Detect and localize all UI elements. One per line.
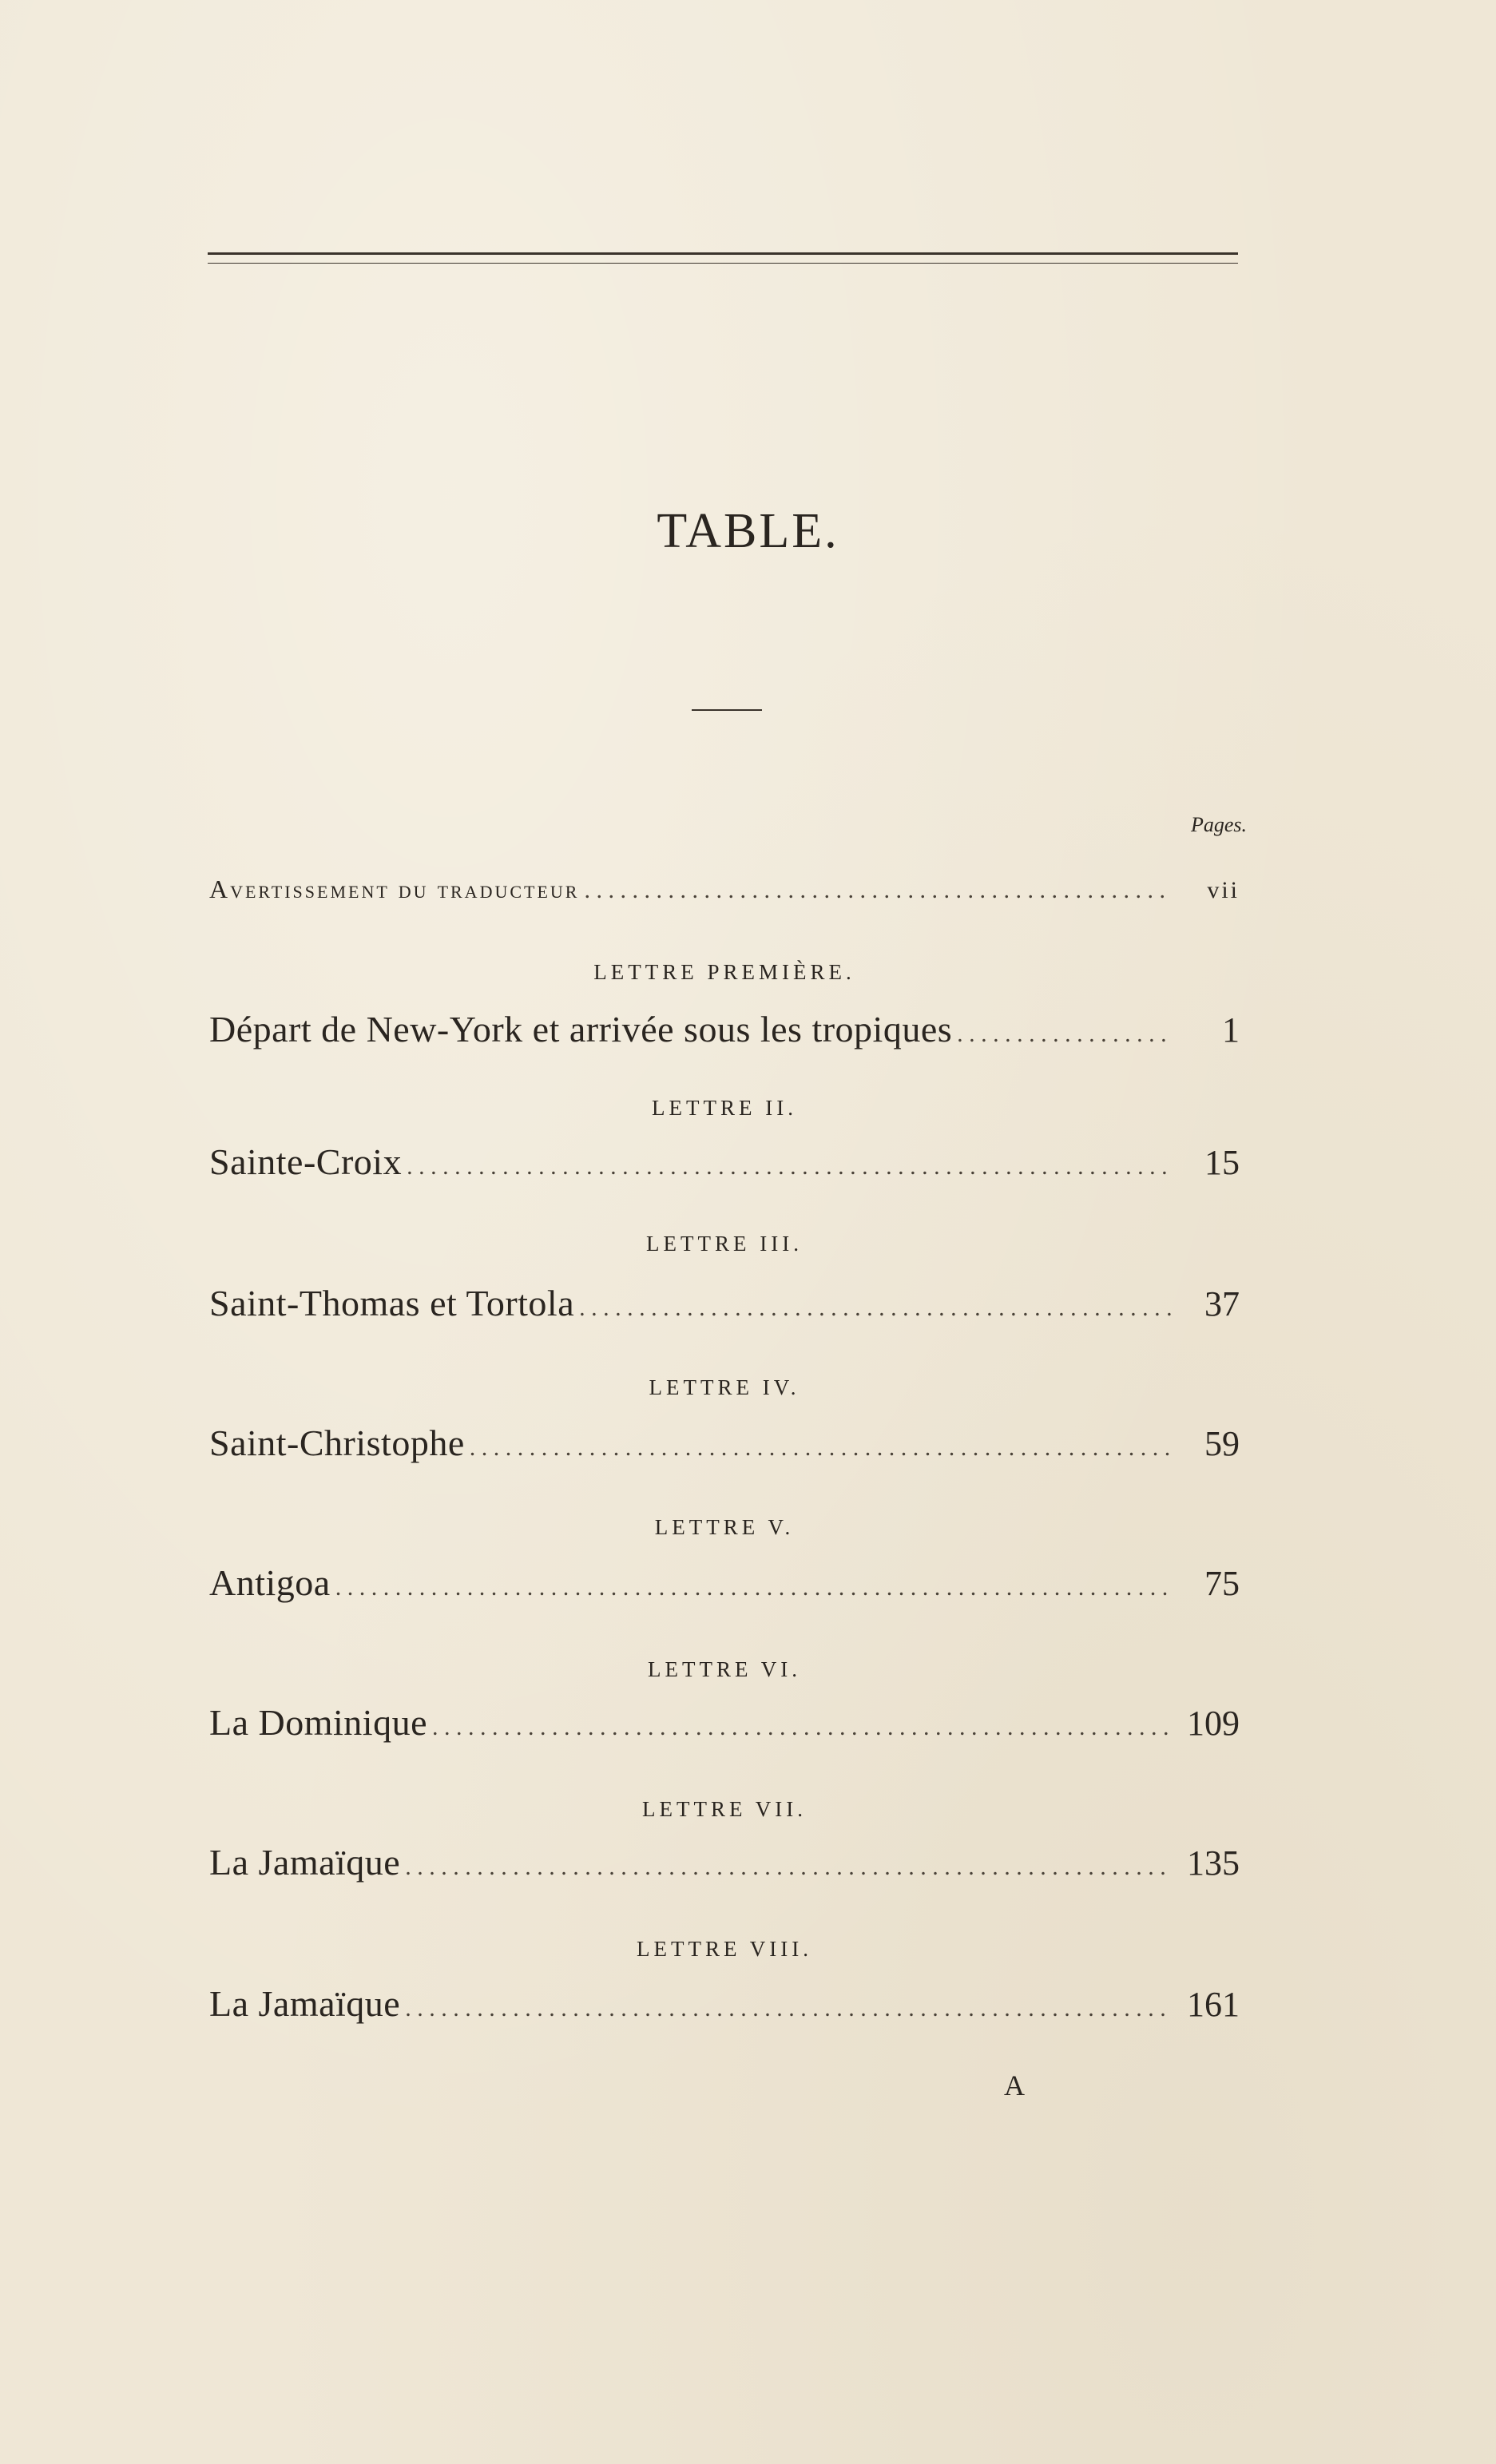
toc-page-number: 1	[1222, 1010, 1240, 1049]
letter-heading: LETTRE PREMIÈRE.	[593, 960, 855, 984]
title-divider	[692, 709, 762, 711]
letter-heading: LETTRE III.	[646, 1232, 803, 1256]
toc-entry-text: Saint-Thomas et Tortola	[209, 1283, 575, 1323]
toc-entry	[209, 1701, 1240, 1744]
toc-entry	[209, 1008, 1240, 1050]
toc-entry-text: Antigoa	[209, 1562, 331, 1603]
page-title: TABLE.	[657, 504, 839, 558]
letter-heading: LETTRE VIII.	[637, 1937, 812, 1961]
leader-dots	[335, 1574, 1173, 1601]
letter-heading: LETTRE II.	[652, 1096, 797, 1120]
leader-dots	[957, 1021, 1173, 1048]
letter-heading: LETTRE IV.	[649, 1375, 800, 1399]
toc-entry	[209, 1141, 1240, 1183]
toc-entry	[209, 1841, 1240, 1883]
toc-entry-text: Saint-Christophe	[209, 1422, 465, 1463]
leader-dots	[579, 1295, 1173, 1322]
toc-entry-text: La Dominique	[209, 1702, 427, 1743]
leader-dots	[432, 1714, 1173, 1741]
toc-entry	[209, 1282, 1240, 1324]
toc-page-number: 161	[1187, 1985, 1240, 2024]
toc-page-number: 59	[1204, 1424, 1240, 1463]
leader-dots	[407, 1153, 1173, 1180]
toc-entry	[209, 1982, 1240, 2025]
signature-mark: A	[1004, 2069, 1025, 2101]
toc-page-number: 75	[1204, 1564, 1240, 1603]
top-double-rule	[208, 252, 1238, 264]
leader-dots	[470, 1434, 1173, 1462]
pages-column-label: Pages.	[1190, 813, 1247, 836]
letter-heading: LETTRE VII.	[642, 1797, 807, 1821]
letter-heading: LETTRE V.	[654, 1515, 795, 1539]
toc-entry-avertissement	[209, 875, 1240, 904]
toc-page-number: 135	[1187, 1843, 1240, 1883]
leader-dots	[584, 877, 1173, 904]
toc-page-number: vii	[1207, 877, 1240, 903]
toc-page-number: 15	[1204, 1143, 1240, 1182]
toc-entry-text: Départ de New-York et arrivée sous les tropiques	[209, 1009, 953, 1049]
toc-entry-text: Sainte-Croix	[209, 1141, 403, 1182]
toc-page-number: 109	[1187, 1704, 1240, 1743]
toc-entry	[209, 1561, 1240, 1604]
leader-dots	[405, 1854, 1173, 1881]
leader-dots	[405, 1995, 1173, 2022]
toc-entry-text: Avertissement du traducteur	[209, 875, 580, 903]
toc-entry	[209, 1422, 1240, 1464]
toc-page-number: 37	[1204, 1284, 1240, 1323]
toc-entry-text: La Jamaïque	[209, 1983, 401, 2024]
letter-heading: LETTRE VI.	[648, 1657, 801, 1681]
toc-entry-text: La Jamaïque	[209, 1842, 401, 1883]
